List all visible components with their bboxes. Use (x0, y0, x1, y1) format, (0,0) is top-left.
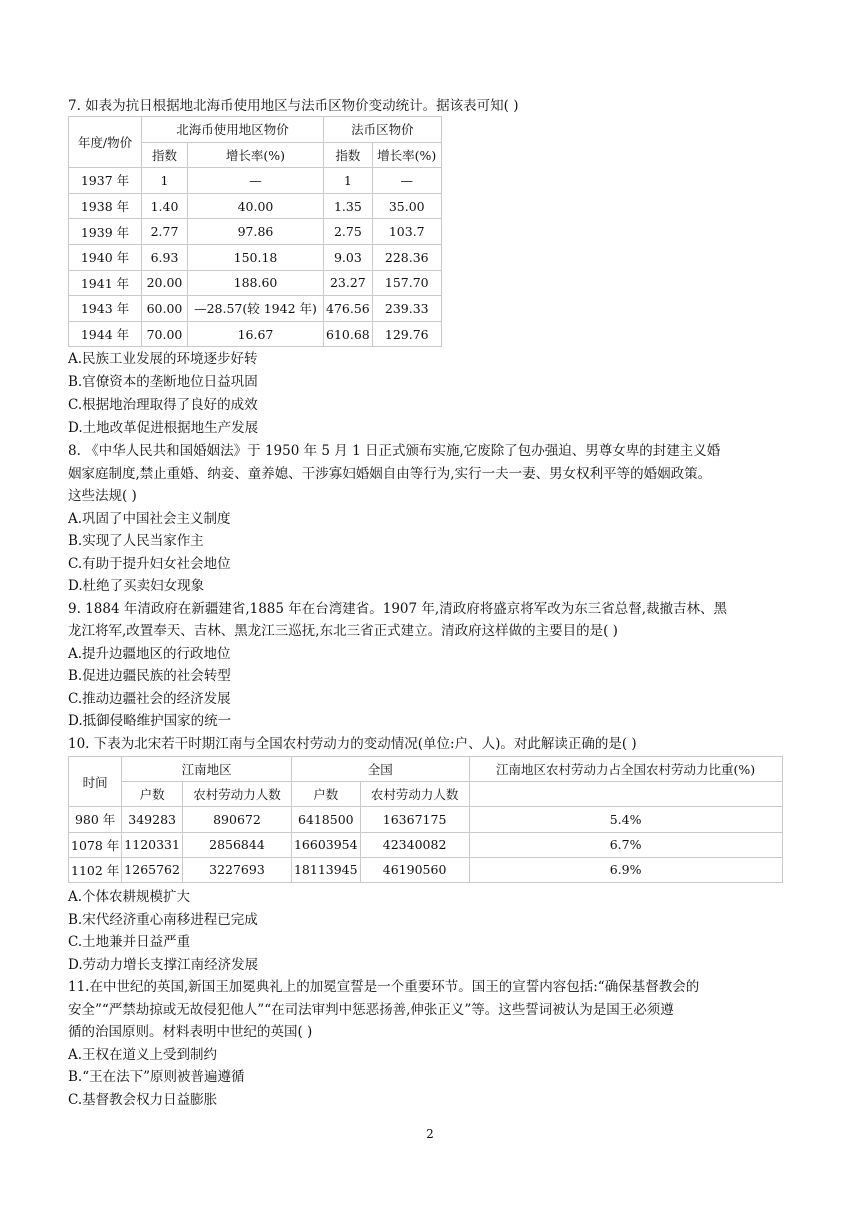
table-row (69, 296, 442, 322)
table-cell: 16367175 (360, 807, 469, 832)
q9-option-c: C.推动边疆社会的经济发展 (68, 691, 231, 707)
table-cell: 1 (324, 168, 373, 194)
table-cell: 1944 年 (69, 321, 142, 347)
table-row (69, 193, 442, 219)
table-cell: 349283 (122, 807, 183, 832)
table-cell: —28.57(较 1942 年) (188, 296, 324, 322)
q10-group-a: 江南地区 (122, 757, 292, 782)
table-cell: — (188, 168, 324, 194)
q7-option-d: D.土地改革促进根据地生产发展 (68, 420, 259, 436)
q10-sub-header: 户数 (291, 782, 360, 807)
q10-ratio-blank (469, 782, 782, 807)
table-cell: 1078 年 (69, 832, 122, 857)
table-cell: 129.76 (372, 321, 441, 347)
q10-option-b: B.宋代经济重心南移进程已完成 (68, 912, 258, 928)
table-cell: 150.18 (188, 244, 324, 270)
table-cell: 2.77 (142, 219, 188, 245)
q7-stem: 7. 如表为抗日根据地北海币使用地区与法币区物价变动统计。据该表可知( ) (68, 98, 519, 114)
table-cell: 1.35 (324, 193, 373, 219)
q11-stem-line: 11.在中世纪的英国,新国王加冕典礼上的加冕宣誓是一个重要环节。国王的宣誓内容包括:“确保基督教会的 (68, 979, 700, 995)
q10-table (68, 756, 783, 883)
q7-sub-header: 指数 (142, 142, 188, 168)
table-cell: 1937 年 (69, 168, 142, 194)
q8-option-c: C.有助于提升妇女社会地位 (68, 556, 231, 572)
table-cell: 9.03 (324, 244, 373, 270)
table-cell: 1940 年 (69, 244, 142, 270)
table-cell: 60.00 (142, 296, 188, 322)
q8-stem-line: 这些法规( ) (68, 488, 137, 504)
q10-sub-header: 户数 (122, 782, 183, 807)
q9-stem-line: 龙江将军,改置奉天、吉林、黑龙江三巡抚,东北三省正式建立。清政府这样做的主要目的是( ) (68, 623, 618, 639)
q10-corner: 时间 (69, 757, 122, 807)
table-row (69, 219, 442, 245)
table-cell: 2856844 (182, 832, 291, 857)
table-cell: 23.27 (324, 270, 373, 296)
q10-sub-header: 农村劳动力人数 (360, 782, 469, 807)
table-row (69, 807, 783, 832)
q11-stem-line: 循的治国原则。材料表明中世纪的英国( ) (68, 1024, 313, 1040)
table-cell: 40.00 (188, 193, 324, 219)
q9-option-b: B.促进边疆民族的社会转型 (68, 668, 231, 684)
q7-corner: 年度/物价 (69, 117, 142, 168)
q10-sub-header: 农村劳动力人数 (182, 782, 291, 807)
q9-stem-line: 9. 1884 年清政府在新疆建省,1885 年在台湾建省。1907 年,清政府将盛京将军改为东三省总督,裁撤吉林、黑 (68, 601, 727, 617)
q7-option-b: B.官僚资本的垄断地位日益巩固 (68, 374, 258, 390)
table-cell: 97.86 (188, 219, 324, 245)
table-cell: 3227693 (182, 857, 291, 882)
table-cell: 6.93 (142, 244, 188, 270)
q9-option-d: D.抵御侵略维护国家的统一 (68, 713, 232, 729)
q7-group-a: 北海币使用地区物价 (142, 117, 324, 143)
table-cell: 2.75 (324, 219, 373, 245)
q10-ratio-header: 江南地区农村劳动力占全国农村劳动力比重(%) (469, 757, 782, 782)
table-row (69, 244, 442, 270)
table-cell: 18113945 (291, 857, 360, 882)
table-cell: 35.00 (372, 193, 441, 219)
table-cell: 188.60 (188, 270, 324, 296)
table-cell: 6418500 (291, 807, 360, 832)
table-cell: 228.36 (372, 244, 441, 270)
q7-sub-header: 增长率(%) (188, 142, 324, 168)
table-cell: 610.68 (324, 321, 373, 347)
q7-sub-header: 增长率(%) (372, 142, 441, 168)
table-cell: 42340082 (360, 832, 469, 857)
q7-table (68, 116, 442, 347)
table-cell: 1939 年 (69, 219, 142, 245)
table-cell: 1938 年 (69, 193, 142, 219)
table-row (69, 832, 783, 857)
table-cell: 1943 年 (69, 296, 142, 322)
q8-option-d: D.杜绝了买卖妇女现象 (68, 578, 205, 594)
table-cell: 6.7% (469, 832, 782, 857)
q10-group-b: 全国 (291, 757, 469, 782)
q11-option-c: C.基督教会权力日益膨胀 (68, 1092, 218, 1108)
q10-option-a: A.个体农耕规模扩大 (68, 889, 191, 905)
table-row (69, 857, 783, 882)
table-cell: 1265762 (122, 857, 183, 882)
q11-stem-line: 安全”“严禁劫掠或无故侵犯他人”“在司法审判中惩恶扬善,伸张正义”等。这些誓词被认为是国王必须遵 (68, 1002, 674, 1018)
q8-option-a: A.巩固了中国社会主义制度 (68, 511, 231, 527)
table-cell: 20.00 (142, 270, 188, 296)
table-cell: 980 年 (69, 807, 122, 832)
q10-option-c: C.土地兼并日益严重 (68, 934, 191, 950)
table-row (69, 270, 442, 296)
table-cell: 70.00 (142, 321, 188, 347)
table-cell: 6.9% (469, 857, 782, 882)
q8-option-b: B.实现了人民当家作主 (68, 533, 204, 549)
q7-sub-header: 指数 (324, 142, 373, 168)
q8-stem-line: 8. 《中华人民共和国婚姻法》于 1950 年 5 月 1 日正式颁布实施,它废除了包办强迫、男尊女卑的封建主义婚 (68, 443, 721, 459)
table-cell: 5.4% (469, 807, 782, 832)
table-cell: 16.67 (188, 321, 324, 347)
q9-option-a: A.提升边疆地区的行政地位 (68, 646, 231, 662)
table-cell: 1120331 (122, 832, 183, 857)
table-row (69, 168, 442, 194)
q8-stem-line: 姻家庭制度,禁止重婚、纳妾、童养媳、干涉寡妇婚姻自由等行为,实行一夫一妻、男女权利平等的婚姻政策。 (68, 466, 712, 482)
table-cell: 103.7 (372, 219, 441, 245)
q11-option-b: B.“王在法下”原则被普遍遵循 (68, 1069, 245, 1085)
table-row (69, 321, 442, 347)
table-cell: 239.33 (372, 296, 441, 322)
table-cell: 1941 年 (69, 270, 142, 296)
table-cell: 1102 年 (69, 857, 122, 882)
q10-stem: 10. 下表为北宋若干时期江南与全国农村劳动力的变动情况(单位:户、人)。对此解读正确的是( ) (68, 736, 637, 752)
table-cell: 1.40 (142, 193, 188, 219)
table-cell: 1 (142, 168, 188, 194)
table-cell: 890672 (182, 807, 291, 832)
q10-option-d: D.劳动力增长支撑江南经济发展 (68, 957, 259, 973)
q7-group-b: 法币区物价 (324, 117, 442, 143)
table-cell: 157.70 (372, 270, 441, 296)
table-cell: 46190560 (360, 857, 469, 882)
table-cell: 476.56 (324, 296, 373, 322)
table-cell: 16603954 (291, 832, 360, 857)
q11-option-a: A.王权在道义上受到制约 (68, 1047, 218, 1063)
page-number: 2 (426, 1127, 434, 1141)
table-cell: — (372, 168, 441, 194)
q7-option-c: C.根据地治理取得了良好的成效 (68, 397, 258, 413)
q7-option-a: A.民族工业发展的环境逐步好转 (68, 351, 258, 367)
